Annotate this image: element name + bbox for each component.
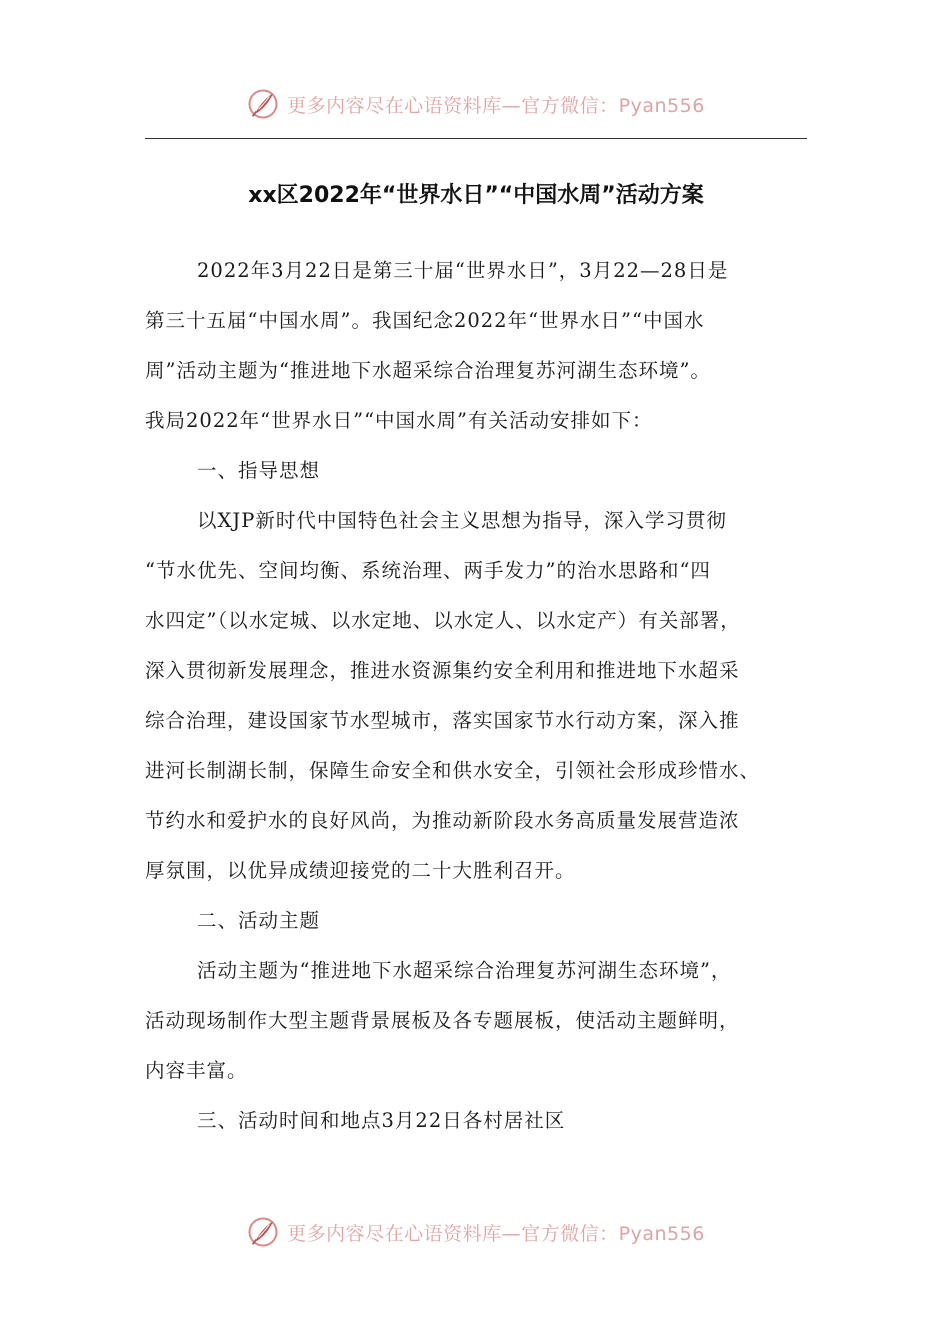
feather-pen-logo-icon — [245, 86, 281, 122]
body-line: 综合治理，建设国家节水型城市，落实国家节水行动方案，深入推 — [145, 709, 740, 732]
body-line: 2022年3月22日是第三十届“世界水日”，3月22—28日是 — [197, 259, 729, 282]
body-line: 周”活动主题为“推进地下水超采综合治理复苏河湖生态环境”。 — [145, 359, 711, 382]
body-line: 进河长制湖长制，保障生命安全和供水安全，引领社会形成珍惜水、 — [145, 759, 761, 782]
body-line: 三、活动时间和地点3月22日各村居社区 — [197, 1109, 566, 1132]
body-line: 活动主题为“推进地下水超采综合治理复苏河湖生态环境”， — [197, 959, 732, 982]
body-line: 节约水和爱护水的良好风尚，为推动新阶段水务高质量发展营造浓 — [145, 809, 740, 832]
watermark-text: 更多内容尽在心语资料库—官方微信：Pyan556 — [287, 1222, 705, 1245]
body-line: 厚氛围，以优异成绩迎接党的二十大胜利召开。 — [145, 859, 576, 882]
feather-pen-logo-icon — [245, 1214, 281, 1250]
document-body — [145, 246, 807, 1146]
body-line: 内容丰富。 — [145, 1059, 248, 1082]
header-watermark — [0, 82, 950, 126]
body-line: 第三十五届“中国水周”。我国纪念2022年“世界水日”“中国水 — [145, 309, 705, 332]
body-line: 我局2022年“世界水日”“中国水周”有关活动安排如下： — [145, 409, 653, 432]
body-line: “节水优先、空间均衡、系统治理、两手发力”的治水思路和“四 — [145, 559, 711, 582]
body-line: 深入贯彻新发展理念，推进水资源集约安全利用和推进地下水超采 — [145, 659, 740, 682]
footer-watermark — [0, 1210, 950, 1254]
body-line: 水四定”（以水定城、以水定地、以水定人、以水定产）有关部署， — [145, 609, 741, 632]
body-line: 以XJP新时代中国特色社会主义思想为指导，深入学习贯彻 — [197, 509, 727, 532]
document-title: xx区2022年“世界水日”“中国水周”活动方案 — [248, 183, 704, 208]
watermark-text: 更多内容尽在心语资料库—官方微信：Pyan556 — [287, 94, 705, 117]
body-line: 二、活动主题 — [197, 909, 321, 932]
header-divider — [145, 138, 807, 139]
body-line: 活动现场制作大型主题背景展板及各专题展板，使活动主题鲜明， — [145, 1009, 740, 1032]
body-line: 一、指导思想 — [197, 459, 321, 482]
